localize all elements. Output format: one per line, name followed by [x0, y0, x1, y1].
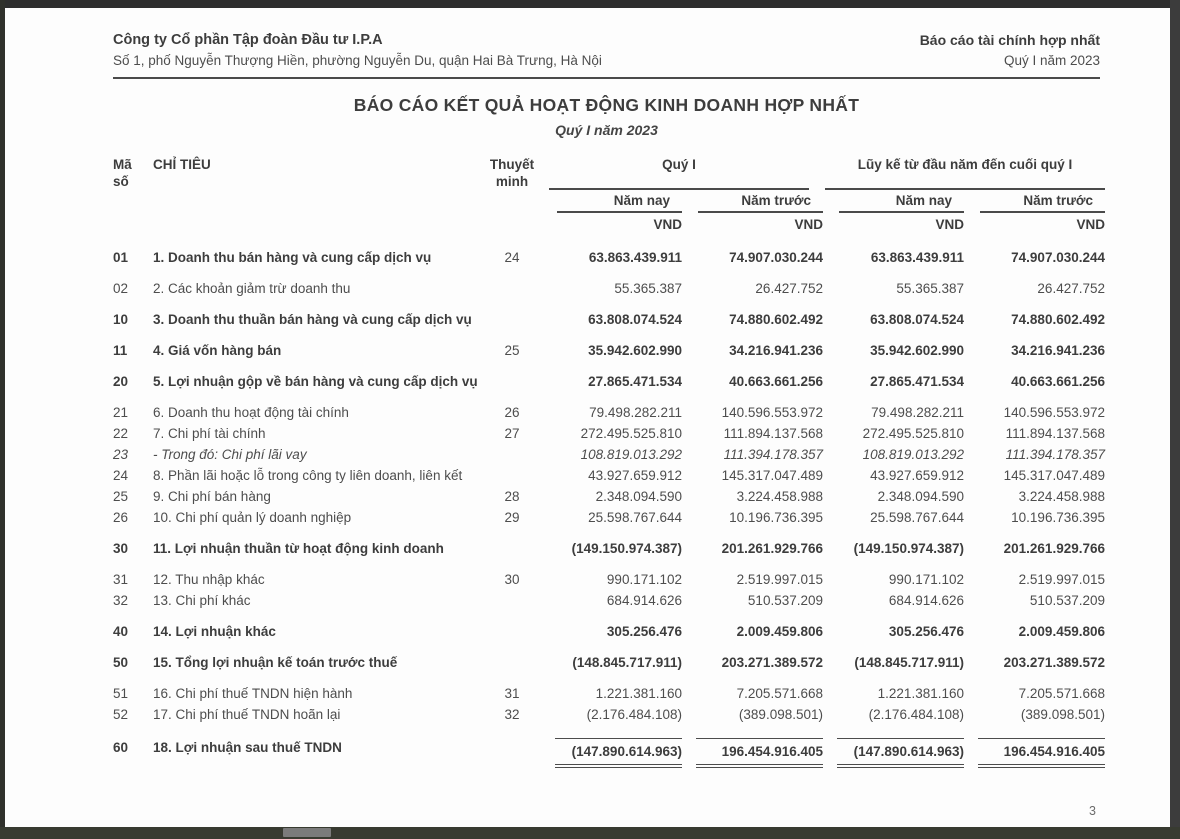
row-note: 30	[504, 572, 520, 587]
unit-label-ytd-current: VND	[935, 217, 964, 232]
row-value-ytd-prior: 7.205.571.668	[1018, 686, 1105, 701]
document-page	[5, 8, 1170, 827]
row-note	[483, 622, 541, 641]
row-value-q1-prior: 111.394.178.357	[723, 447, 823, 462]
col-group-ytd: Lũy kế từ đầu năm đến cuối quý I	[825, 156, 1105, 190]
row-code: 01	[113, 250, 129, 265]
row-note: 24	[504, 250, 520, 265]
row-note: 29	[504, 510, 520, 525]
col-header-ytd-prior: Năm trước	[980, 193, 1105, 213]
row-value-q1-prior: 196.454.916.405	[696, 738, 823, 768]
row-note: 28	[504, 489, 520, 504]
row-value-q1-current: (2.176.484.108)	[586, 707, 682, 722]
row-label: 4. Giá vốn hàng bán	[153, 343, 282, 358]
row-value-ytd-current: 272.495.525.810	[862, 426, 964, 441]
col-header-chi-tieu: CHỈ TIÊU	[153, 157, 211, 172]
row-value-ytd-prior: 10.196.736.395	[1011, 510, 1105, 525]
row-value-q1-prior: 3.224.458.988	[736, 489, 823, 504]
row-value-q1-prior: 74.880.602.492	[729, 312, 823, 327]
row-label: 16. Chi phí thuế TNDN hiện hành	[153, 686, 353, 701]
row-value-ytd-current: 305.256.476	[888, 624, 964, 639]
row-note: 32	[504, 707, 520, 722]
row-note: 26	[504, 405, 520, 420]
report-title: BÁO CÁO KẾT QUẢ HOẠT ĐỘNG KINH DOANH HỢP NHẤT	[353, 95, 860, 115]
table-row	[113, 487, 1105, 506]
row-value-q1-current: 305.256.476	[606, 624, 682, 639]
col-header-ma-so-line2: số	[113, 174, 129, 189]
table-header-row-2	[113, 193, 1100, 213]
row-value-q1-current: 27.865.471.534	[588, 374, 682, 389]
row-value-ytd-prior: 2.519.997.015	[1018, 572, 1105, 587]
table-row	[113, 341, 1105, 360]
company-block	[113, 32, 602, 68]
row-code: 40	[113, 624, 129, 639]
row-value-ytd-current: 990.171.102	[888, 572, 964, 587]
table-header-row-1	[113, 156, 1100, 190]
row-label: 12. Thu nhập khác	[153, 572, 265, 587]
row-value-ytd-prior: 201.261.929.766	[1003, 541, 1105, 556]
row-code: 52	[113, 707, 129, 722]
row-value-ytd-current: (149.150.974.387)	[853, 541, 964, 556]
row-label: 17. Chi phí thuế TNDN hoãn lại	[153, 707, 341, 722]
row-label: 15. Tổng lợi nhuận kế toán trước thuế	[153, 655, 398, 670]
row-note	[483, 591, 541, 610]
row-value-q1-prior: 26.427.752	[755, 281, 823, 296]
row-value-ytd-current: (147.890.614.963)	[837, 738, 964, 768]
row-label: 11. Lợi nhuận thuần từ hoạt động kinh doanh	[153, 541, 444, 556]
row-value-ytd-current: 108.819.013.292	[862, 447, 964, 462]
row-value-ytd-prior: 140.596.553.972	[1003, 405, 1105, 420]
row-value-ytd-prior: 2.009.459.806	[1018, 624, 1105, 639]
row-value-q1-current: 1.221.381.160	[595, 686, 682, 701]
row-value-ytd-prior: 111.894.137.568	[1005, 426, 1105, 441]
row-value-q1-prior: (389.098.501)	[738, 707, 823, 722]
row-value-q1-prior: 10.196.736.395	[729, 510, 823, 525]
row-value-ytd-current: (148.845.717.911)	[854, 655, 964, 670]
col-header-thuyet-minh	[483, 156, 541, 190]
col-header-thuyet-minh-line1: Thuyết	[489, 157, 535, 172]
row-code: 10	[113, 312, 129, 327]
table-row	[113, 653, 1105, 672]
row-label: 14. Lợi nhuận khác	[153, 624, 276, 639]
page-number: 3	[1089, 804, 1096, 818]
col-header-thuyet-minh-line2: minh	[495, 174, 529, 189]
unit-label-q1-current: VND	[653, 217, 682, 232]
row-value-ytd-current: 1.221.381.160	[877, 686, 964, 701]
row-value-q1-current: 108.819.013.292	[580, 447, 682, 462]
income-statement-table	[113, 156, 1105, 768]
row-value-ytd-current: 25.598.767.644	[870, 510, 964, 525]
table-row	[113, 372, 1105, 391]
row-value-q1-current: 35.942.602.990	[588, 343, 682, 358]
row-value-ytd-current: 79.498.282.211	[871, 405, 964, 420]
table-row	[113, 445, 1105, 464]
row-note	[483, 466, 541, 485]
unit-label-ytd-prior: VND	[1076, 217, 1105, 232]
row-value-ytd-prior: 203.271.389.572	[1003, 655, 1105, 670]
income-statement-rows	[113, 248, 1105, 768]
row-value-ytd-prior: 26.427.752	[1037, 281, 1105, 296]
row-label: 3. Doanh thu thuần bán hàng và cung cấp dịch vụ	[153, 312, 472, 327]
row-value-q1-prior: 40.663.661.256	[729, 374, 823, 389]
row-value-q1-prior: 145.317.047.489	[721, 468, 823, 483]
viewer-right-edge	[1170, 0, 1180, 839]
row-value-q1-current: 684.914.626	[606, 593, 682, 608]
row-code: 50	[113, 655, 129, 670]
row-code: 20	[113, 374, 129, 389]
report-block	[920, 32, 1100, 68]
table-row	[113, 403, 1105, 422]
col-header-q1-prior: Năm trước	[698, 193, 823, 213]
row-value-q1-current: (148.845.717.911)	[572, 655, 682, 670]
report-subtitle: Quý I năm 2023	[555, 122, 658, 138]
row-note	[483, 310, 541, 329]
row-note	[483, 539, 541, 558]
row-note	[483, 279, 541, 298]
row-value-q1-prior: 510.537.209	[747, 593, 823, 608]
row-label: 1. Doanh thu bán hàng và cung cấp dịch vụ	[153, 250, 432, 265]
row-value-q1-current: 272.495.525.810	[580, 426, 682, 441]
row-value-q1-prior: 74.907.030.244	[729, 250, 823, 265]
col-group-quarter: Quý I	[549, 156, 809, 190]
row-code: 31	[113, 572, 129, 587]
row-value-ytd-current: 35.942.602.990	[870, 343, 964, 358]
row-label: 6. Doanh thu hoạt động tài chính	[153, 405, 349, 420]
row-label: 18. Lợi nhuận sau thuế TNDN	[153, 740, 342, 755]
row-value-ytd-current: 55.365.387	[896, 281, 964, 296]
row-value-q1-current: 25.598.767.644	[588, 510, 682, 525]
row-code: 24	[113, 468, 129, 483]
col-header-ma-so	[113, 156, 153, 190]
row-code: 60	[113, 740, 129, 755]
row-note: 25	[504, 343, 520, 358]
row-label: 10. Chi phí quản lý doanh nghiệp	[153, 510, 352, 525]
row-value-ytd-prior: (389.098.501)	[1020, 707, 1105, 722]
row-value-ytd-prior: 74.880.602.492	[1011, 312, 1105, 327]
row-value-q1-current: (147.890.614.963)	[555, 738, 682, 768]
row-value-q1-current: 43.927.659.912	[588, 468, 682, 483]
row-value-q1-current: 55.365.387	[614, 281, 682, 296]
table-row	[113, 539, 1105, 558]
table-row	[113, 570, 1105, 589]
row-value-q1-prior: 203.271.389.572	[721, 655, 823, 670]
row-value-q1-current: (149.150.974.387)	[571, 541, 682, 556]
row-label: - Trong đó: Chi phí lãi vay	[153, 447, 307, 462]
row-code: 21	[113, 405, 129, 420]
row-value-q1-current: 990.171.102	[606, 572, 682, 587]
row-value-ytd-prior: 145.317.047.489	[1003, 468, 1105, 483]
row-value-ytd-prior: 74.907.030.244	[1011, 250, 1105, 265]
row-label: 13. Chi phí khác	[153, 593, 251, 608]
report-type: Báo cáo tài chính hợp nhất	[919, 32, 1100, 48]
row-note	[483, 653, 541, 672]
row-code: 25	[113, 489, 129, 504]
report-period: Quý I năm 2023	[1003, 53, 1100, 68]
row-value-ytd-prior: 111.394.178.357	[1005, 447, 1105, 462]
unit-label-q1-prior: VND	[794, 217, 823, 232]
row-code: 22	[113, 426, 129, 441]
table-row	[113, 466, 1105, 485]
row-label: 5. Lợi nhuận gộp về bán hàng và cung cấp dịch vụ	[153, 374, 478, 389]
document-header	[113, 32, 1100, 68]
row-code: 30	[113, 541, 129, 556]
row-value-q1-prior: 140.596.553.972	[721, 405, 823, 420]
table-row	[113, 279, 1105, 298]
table-row	[113, 508, 1105, 527]
row-value-q1-prior: 7.205.571.668	[736, 686, 823, 701]
row-value-ytd-prior: 3.224.458.988	[1018, 489, 1105, 504]
company-name: Công ty Cổ phần Tập đoàn Đầu tư I.P.A	[113, 32, 383, 48]
company-address: Số 1, phố Nguyễn Thượng Hiền, phường Nguyễn Du, quận Hai Bà Trưng, Hà Nội	[113, 53, 602, 68]
col-header-ma-so-line1: Mã	[113, 157, 132, 172]
row-value-q1-prior: 2.519.997.015	[736, 572, 823, 587]
table-row	[113, 310, 1105, 329]
row-value-ytd-current: 2.348.094.590	[877, 489, 964, 504]
row-label: 9. Chi phí bán hàng	[153, 489, 271, 504]
table-row	[113, 424, 1105, 443]
table-header-row-3	[113, 217, 1105, 232]
header-divider	[113, 77, 1100, 79]
table-row	[113, 684, 1105, 703]
row-note: 31	[504, 686, 520, 701]
table-row	[113, 248, 1105, 267]
col-header-q1-current: Năm nay	[557, 193, 682, 213]
row-value-ytd-current: 43.927.659.912	[870, 468, 964, 483]
row-value-ytd-current: 63.808.074.524	[870, 312, 964, 327]
table-row	[113, 591, 1105, 610]
col-header-ytd-current: Năm nay	[839, 193, 964, 213]
table-row	[113, 738, 1105, 768]
row-value-q1-current: 63.808.074.524	[588, 312, 682, 327]
row-code: 11	[113, 343, 128, 358]
row-value-ytd-prior: 510.537.209	[1029, 593, 1105, 608]
row-note	[483, 372, 541, 391]
row-note	[483, 445, 541, 464]
row-value-q1-prior: 2.009.459.806	[736, 624, 823, 639]
viewer-bottom-bar	[0, 827, 1180, 839]
row-value-q1-current: 63.863.439.911	[588, 250, 682, 265]
row-code: 51	[113, 686, 129, 701]
row-value-q1-current: 79.498.282.211	[589, 405, 682, 420]
row-value-q1-prior: 111.894.137.568	[723, 426, 823, 441]
row-value-q1-current: 2.348.094.590	[595, 489, 682, 504]
row-value-ytd-current: 63.863.439.911	[870, 250, 964, 265]
viewer-top-edge	[0, 0, 1180, 8]
row-value-q1-prior: 201.261.929.766	[721, 541, 823, 556]
table-row	[113, 622, 1105, 641]
row-value-ytd-prior: 40.663.661.256	[1011, 374, 1105, 389]
row-code: 32	[113, 593, 129, 608]
row-code: 02	[113, 281, 129, 296]
row-note: 27	[504, 426, 520, 441]
row-code: 23	[113, 447, 129, 462]
row-value-ytd-current: (2.176.484.108)	[868, 707, 964, 722]
row-value-q1-prior: 34.216.941.236	[729, 343, 823, 358]
row-code: 26	[113, 510, 129, 525]
table-row	[113, 705, 1105, 724]
row-label: 2. Các khoản giảm trừ doanh thu	[153, 281, 351, 296]
row-value-ytd-prior: 196.454.916.405	[978, 738, 1105, 768]
row-value-ytd-prior: 34.216.941.236	[1011, 343, 1105, 358]
row-value-ytd-current: 684.914.626	[888, 593, 964, 608]
row-value-ytd-current: 27.865.471.534	[870, 374, 964, 389]
horizontal-scrollbar-thumb[interactable]	[283, 828, 331, 837]
row-label: 8. Phần lãi hoặc lỗ trong công ty liên doanh, liên kết	[153, 468, 463, 483]
row-note	[483, 738, 541, 768]
row-label: 7. Chi phí tài chính	[153, 426, 266, 441]
